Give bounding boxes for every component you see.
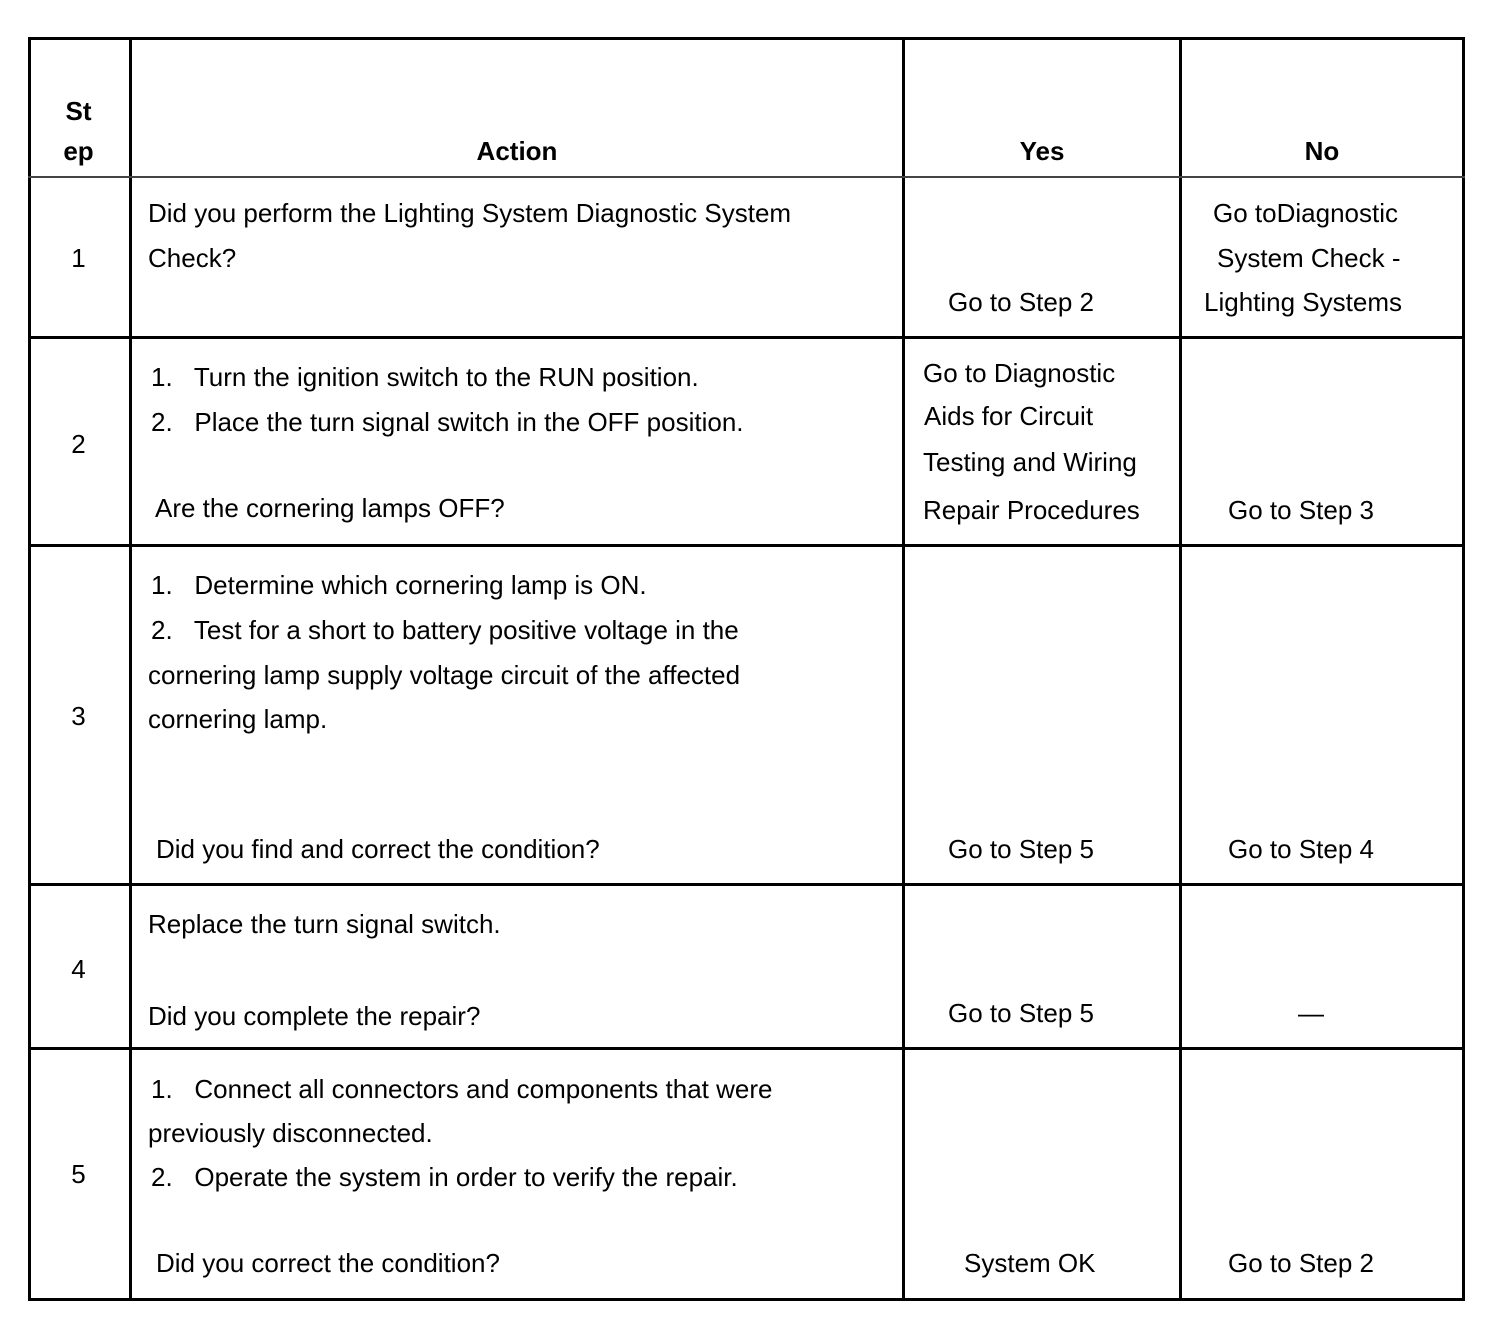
column-divider — [129, 37, 132, 1301]
action-text: Did you perform the Lighting System Diagnostic System — [148, 198, 792, 228]
action-text: 2. Place the turn signal switch in the OFF position. — [151, 407, 744, 437]
step-number: 2 — [71, 429, 86, 459]
action-text: 2. Test for a short to battery positive voltage in the — [151, 615, 739, 645]
action-text: 1. Connect all connectors and components that were — [151, 1074, 773, 1104]
header-no: No — [1304, 136, 1340, 166]
step-number: 3 — [71, 701, 86, 731]
no-result: Go to Step 4 — [1228, 834, 1374, 864]
column-divider — [902, 37, 905, 1301]
header-yes: Yes — [1019, 136, 1065, 166]
yes-result: Go to Step 5 — [948, 834, 1094, 864]
yes-result: Repair Procedures — [923, 495, 1140, 525]
action-text: Check? — [148, 243, 237, 273]
yes-result: System OK — [964, 1248, 1096, 1278]
step-number: 5 — [71, 1159, 86, 1189]
no-result: Lighting Systems — [1204, 287, 1402, 317]
action-text: 1. Determine which cornering lamp is ON. — [151, 570, 647, 600]
action-text: Did you complete the repair? — [148, 1001, 481, 1031]
diagnostic-table — [28, 37, 1465, 1301]
no-result: — — [1298, 998, 1324, 1028]
row-divider — [28, 336, 1465, 339]
action-text: Did you correct the condition? — [156, 1248, 500, 1278]
action-text: previously disconnected. — [148, 1118, 433, 1148]
action-text: cornering lamp. — [148, 704, 328, 734]
action-text: 1. Turn the ignition switch to the RUN position. — [151, 362, 699, 392]
no-result: Go to Step 2 — [1228, 1248, 1374, 1278]
yes-result: Testing and Wiring — [923, 447, 1137, 477]
row-divider — [28, 544, 1465, 547]
action-text: Replace the turn signal switch. — [148, 909, 501, 939]
yes-result: Go to Diagnostic — [923, 358, 1116, 388]
column-divider — [1179, 37, 1182, 1301]
no-result: System Check - — [1217, 243, 1401, 273]
header-divider — [28, 176, 1465, 178]
action-text: Are the cornering lamps OFF? — [155, 493, 505, 523]
header-step-line1: St — [65, 96, 92, 126]
yes-result: Go to Step 2 — [948, 287, 1094, 317]
action-text: cornering lamp supply voltage circuit of the affected — [148, 660, 741, 690]
yes-result: Go to Step 5 — [948, 998, 1094, 1028]
yes-result: Aids for Circuit — [924, 401, 1094, 431]
action-text: 2. Operate the system in order to verify the repair. — [151, 1162, 738, 1192]
row-divider — [28, 1047, 1465, 1050]
action-text: Did you find and correct the condition? — [156, 834, 600, 864]
header-action: Action — [476, 136, 558, 166]
no-result: Go to Step 3 — [1228, 495, 1374, 525]
no-result: Go toDiagnostic — [1213, 198, 1398, 228]
row-divider — [28, 883, 1465, 886]
step-number: 1 — [71, 243, 86, 273]
step-number: 4 — [71, 954, 86, 984]
header-step-line2: ep — [63, 136, 94, 166]
